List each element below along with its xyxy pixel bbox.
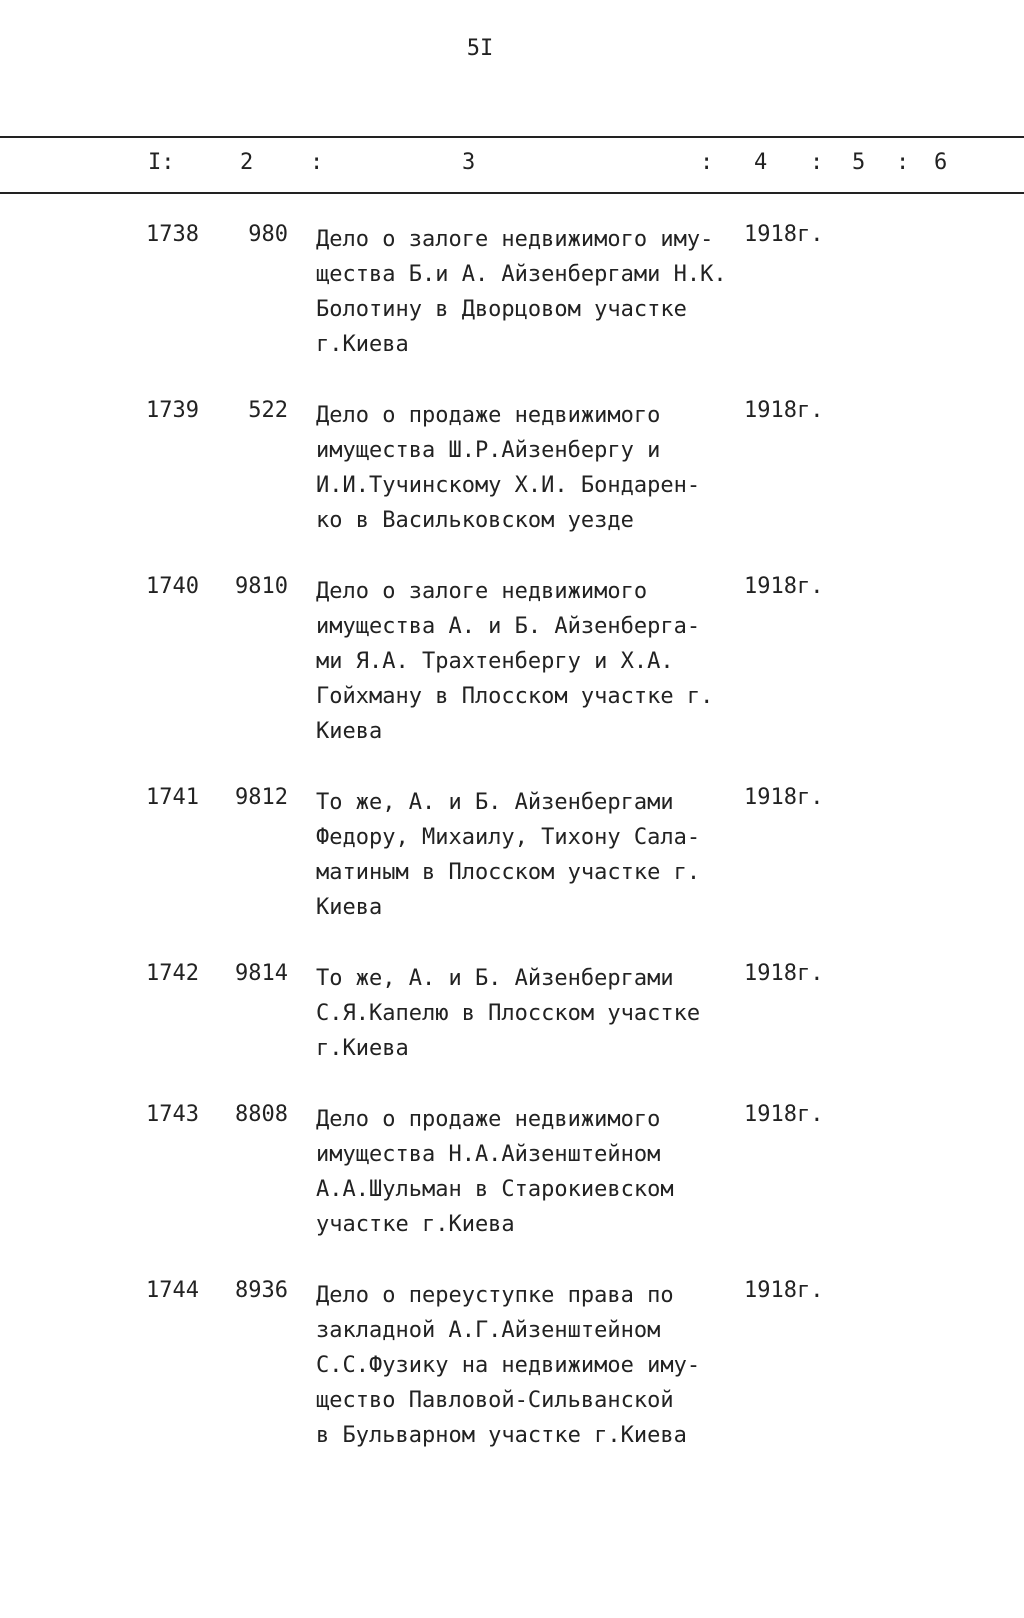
column-2-label: 2 (240, 150, 254, 175)
record-title-line: С.Я.Капелю в Плосском участке (316, 1001, 701, 1026)
column-header-row (0, 150, 1024, 182)
record-title-line: Дело о залоге недвижимого (316, 579, 648, 604)
record-date: 1918г. (744, 574, 824, 599)
record-title-line: г.Киева (316, 332, 409, 357)
record-title (316, 398, 746, 538)
column-6-label: 6 (934, 150, 948, 175)
record-title (316, 961, 746, 1066)
column-1-label: I: (148, 150, 175, 175)
column-separator: : (700, 150, 714, 175)
record-title (316, 1102, 746, 1242)
record-row (0, 1102, 1024, 1242)
record-item-number: 980 (248, 222, 288, 247)
record-item-number: 522 (248, 398, 288, 423)
record-title-line: Дело о залоге недвижимого иму- (316, 227, 714, 252)
record-item-number: 8808 (235, 1102, 288, 1127)
record-title-line: имущества А. и Б. Айзенберга- (316, 614, 701, 639)
record-title-line: А.А.Шульман в Старокиевском (316, 1177, 674, 1202)
record-title-line: щества Б.и А. Айзенбергами Н.К. (316, 262, 727, 287)
column-separator: : (810, 150, 824, 175)
record-title (316, 1278, 746, 1453)
record-row (0, 785, 1024, 925)
record-number: 1739 (146, 398, 199, 423)
record-number: 1742 (146, 961, 199, 986)
column-3-label: 3 (462, 150, 476, 175)
column-4-label: 4 (754, 150, 768, 175)
record-row (0, 1278, 1024, 1453)
record-item-number: 9814 (235, 961, 288, 986)
record-number: 1741 (146, 785, 199, 810)
record-date: 1918г. (744, 1278, 824, 1303)
record-title (316, 222, 746, 362)
record-title-line: С.С.Фузику на недвижимое иму- (316, 1353, 701, 1378)
header-top-rule (0, 136, 1024, 138)
record-title-line: И.И.Тучинскому Х.И. Бондарен- (316, 473, 701, 498)
records-list (0, 222, 1024, 1489)
record-number: 1738 (146, 222, 199, 247)
page-number: 5I (466, 36, 494, 61)
record-title-line: То же, А. и Б. Айзенбергами (316, 790, 674, 815)
record-title-line: Гойхману в Плосском участке г. (316, 684, 714, 709)
record-title-line: Дело о продаже недвижимого (316, 1107, 661, 1132)
record-title (316, 785, 746, 925)
column-5-label: 5 (852, 150, 866, 175)
record-number: 1744 (146, 1278, 199, 1303)
record-date: 1918г. (744, 398, 824, 423)
record-title-line: Дело о продаже недвижимого (316, 403, 661, 428)
record-item-number: 9812 (235, 785, 288, 810)
record-item-number: 8936 (235, 1278, 288, 1303)
record-item-number: 9810 (235, 574, 288, 599)
record-number: 1740 (146, 574, 199, 599)
record-title-line: Киева (316, 719, 383, 744)
record-row (0, 222, 1024, 362)
record-title (316, 574, 746, 749)
record-title-line: участке г.Киева (316, 1212, 515, 1237)
record-date: 1918г. (744, 222, 824, 247)
record-title-line: щество Павловой-Сильванской (316, 1388, 674, 1413)
column-separator: : (896, 150, 910, 175)
record-title-line: Болотину в Дворцовом участке (316, 297, 687, 322)
record-title-line: матиным в Плосском участке г. (316, 860, 701, 885)
column-separator: : (310, 150, 324, 175)
record-date: 1918г. (744, 961, 824, 986)
record-title-line: в Бульварном участке г.Киева (316, 1423, 687, 1448)
record-title-line: имущества Н.А.Айзенштейном (316, 1142, 661, 1167)
record-title-line: г.Киева (316, 1036, 409, 1061)
record-row (0, 398, 1024, 538)
record-title-line: То же, А. и Б. Айзенбергами (316, 966, 674, 991)
record-title-line: ко в Васильковском уезде (316, 508, 634, 533)
record-title-line: ми Я.А. Трахтенбергу и Х.А. (316, 649, 674, 674)
record-title-line: Киева (316, 895, 383, 920)
record-title-line: Дело о переуступке права по (316, 1283, 674, 1308)
record-row (0, 961, 1024, 1066)
header-bottom-rule (0, 192, 1024, 194)
record-date: 1918г. (744, 1102, 824, 1127)
record-title-line: имущества Ш.Р.Айзенбергу и (316, 438, 661, 463)
record-row (0, 574, 1024, 749)
record-date: 1918г. (744, 785, 824, 810)
record-title-line: закладной А.Г.Айзенштейном (316, 1318, 661, 1343)
record-title-line: Федору, Михаилу, Тихону Сала- (316, 825, 701, 850)
record-number: 1743 (146, 1102, 199, 1127)
